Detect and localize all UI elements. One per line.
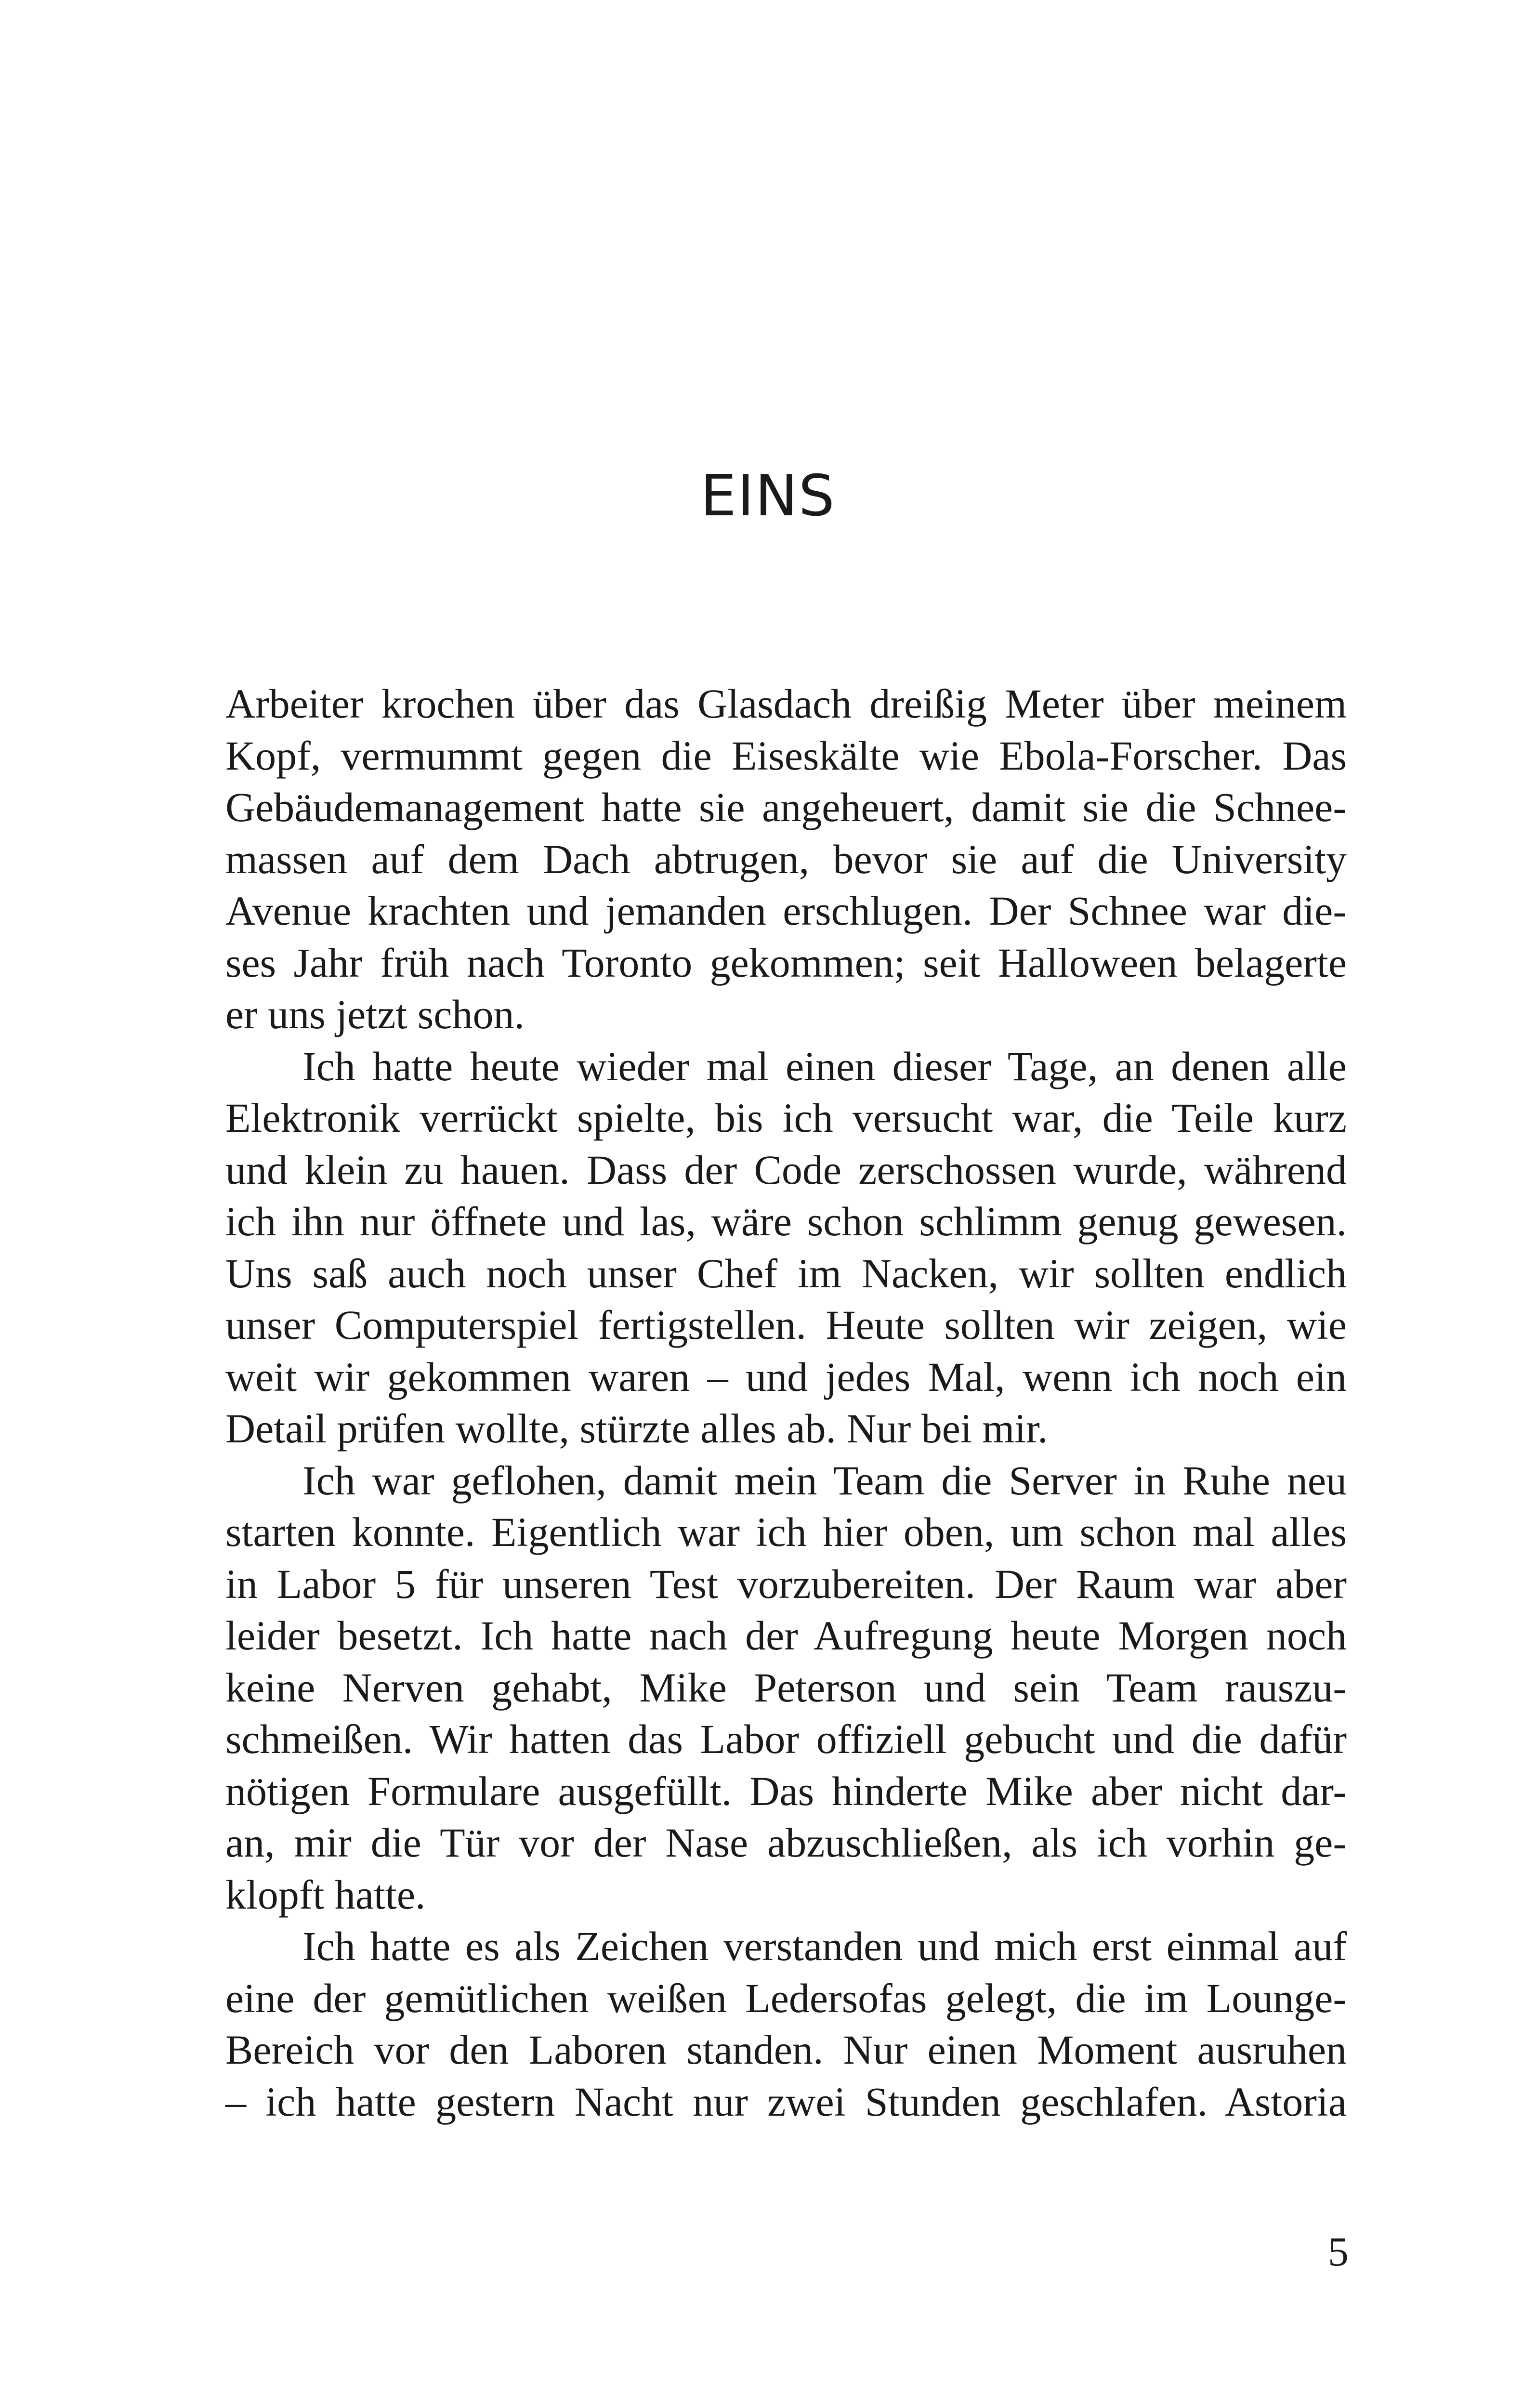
- paragraph: [225, 1455, 1347, 1921]
- text-line: klopft hatte.: [225, 1871, 426, 1918]
- paragraph: [225, 678, 1347, 1041]
- text-line: nötigen Formulare ausgefüllt. Das hinderte Mike aber nicht dar-: [225, 1767, 1347, 1814]
- text-line: eine der gemütlichen weißen Ledersofas gelegt, die im Lounge-: [225, 1975, 1347, 2021]
- text-line: massen auf dem Dach abtrugen, bevor sie auf die University: [225, 836, 1347, 882]
- text-line: Ich hatte es als Zeichen verstanden und mich erst einmal auf: [302, 1923, 1347, 1969]
- text-line: Avenue krachten und jemanden erschlugen. Der Schnee war die-: [225, 888, 1347, 934]
- text-line: Detail prüfen wollte, stürzte alles ab. Nur bei mir.: [225, 1405, 1048, 1452]
- paragraph: [225, 1921, 1347, 2128]
- body-text: [225, 678, 1347, 2128]
- text-line: Ich war geflohen, damit mein Team die Server in Ruhe neu: [302, 1457, 1347, 1504]
- text-line: er uns jetzt schon.: [225, 991, 525, 1037]
- text-line: Ich hatte heute wieder mal einen dieser Tage, an denen alle: [302, 1043, 1347, 1089]
- text-line: Arbeiter krochen über das Glasdach dreißig Meter über meinem: [225, 681, 1347, 727]
- text-line: weit wir gekommen waren – und jedes Mal, wenn ich noch ein: [225, 1353, 1347, 1400]
- text-line: keine Nerven gehabt, Mike Peterson und sein Team rauszu-: [225, 1664, 1347, 1711]
- text-line: starten konnte. Eigentlich war ich hier oben, um schon mal alles: [225, 1509, 1347, 1555]
- text-line: ses Jahr früh nach Toronto gekommen; seit Halloween belagerte: [225, 939, 1347, 986]
- text-line: Bereich vor den Laboren standen. Nur einen Moment ausruhen: [225, 2027, 1347, 2073]
- text-line: Uns saß auch noch unser Chef im Nacken, wir sollten endlich: [225, 1250, 1347, 1296]
- text-line: in Labor 5 für unseren Test vorzubereiten. Der Raum war aber: [225, 1560, 1347, 1607]
- text-line: – ich hatte gestern Nacht nur zwei Stunden geschlafen. Astoria: [225, 2078, 1347, 2125]
- text-line: leider besetzt. Ich hatte nach der Aufregung heute Morgen noch: [225, 1612, 1347, 1659]
- text-line: unser Computerspiel fertigstellen. Heute sollten wir zeigen, wie: [225, 1302, 1347, 1348]
- text-line: ich ihn nur öffnete und las, wäre schon schlimm genug gewesen.: [225, 1198, 1347, 1244]
- text-line: Kopf, vermummt gegen die Eiseskälte wie Ebola-Forscher. Das: [225, 732, 1347, 779]
- chapter-title: EINS: [700, 462, 836, 529]
- text-line: schmeißen. Wir hatten das Labor offiziell gebucht und die dafür: [225, 1716, 1347, 1762]
- page-number: 5: [1328, 2228, 1349, 2275]
- text-line: Gebäudemanagement hatte sie angeheuert, damit sie die Schnee-: [225, 784, 1347, 830]
- text-line: an, mir die Tür vor der Nase abzuschließen, als ich vorhin ge-: [225, 1819, 1347, 1866]
- text-line: Elektronik verrückt spielte, bis ich versucht war, die Teile kurz: [225, 1095, 1347, 1141]
- paragraph: [225, 1041, 1347, 1455]
- text-line: und klein zu hauen. Dass der Code zerschossen wurde, während: [225, 1146, 1347, 1193]
